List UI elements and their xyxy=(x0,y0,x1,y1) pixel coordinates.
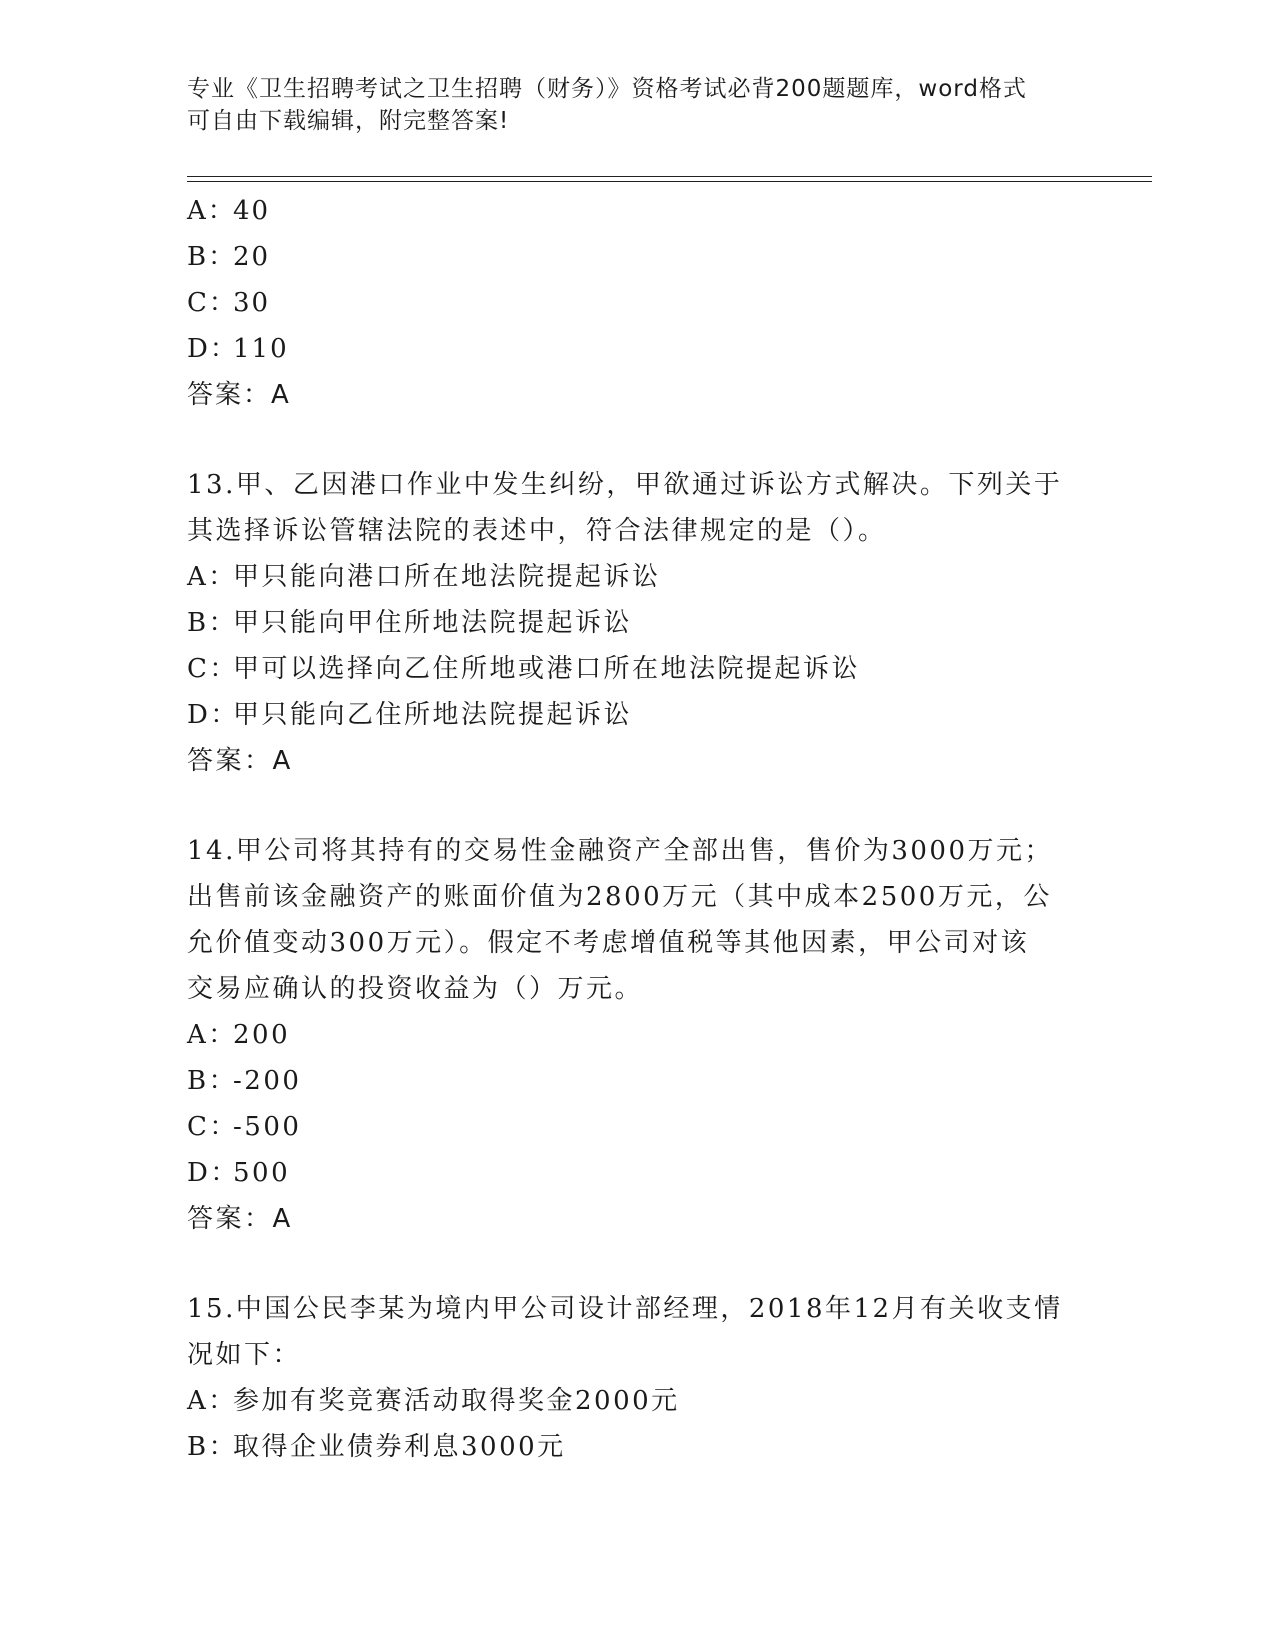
option-d xyxy=(187,326,1087,372)
option-text: 甲可以选择向乙住所地或港口所在地法院提起诉讼 xyxy=(233,654,861,684)
option-text: 500 xyxy=(233,1158,291,1188)
option-letter: C： xyxy=(187,654,238,684)
option-b xyxy=(187,600,1087,646)
option-letter: C： xyxy=(187,288,237,318)
option-a xyxy=(187,188,1087,234)
header-line-2: 可自由下载编辑，附完整答案! xyxy=(187,108,510,134)
option-text: 参加有奖竞赛活动取得奖金2000元 xyxy=(233,1386,680,1416)
option-text: 200 xyxy=(233,1020,291,1050)
option-letter: D： xyxy=(187,700,239,730)
question-text-line: 况如下： xyxy=(187,1340,302,1370)
question-block-15 xyxy=(187,1286,1087,1470)
option-c xyxy=(187,280,1087,326)
option-c xyxy=(187,646,1087,692)
option-letter: D： xyxy=(187,334,238,364)
option-c xyxy=(187,1104,1087,1150)
spacer xyxy=(187,418,1087,462)
question-block-13 xyxy=(187,462,1087,784)
option-d xyxy=(187,692,1087,738)
option-text: 甲只能向甲住所地法院提起诉讼 xyxy=(233,608,633,638)
answer-line: 答案：A xyxy=(187,746,293,776)
question-text-line: 其选择诉讼管辖法院的表述中，符合法律规定的是（）。 xyxy=(187,516,887,546)
answer-line: 答案：A xyxy=(187,1204,293,1234)
document-header xyxy=(187,73,1067,137)
option-letter: A： xyxy=(187,1386,237,1416)
option-text: 110 xyxy=(233,334,289,364)
question-text-line: 15.中国公民李某为境内甲公司设计部经理，2018年12月有关收支情 xyxy=(187,1294,1063,1324)
header-divider-bottom xyxy=(187,181,1152,182)
question-text-line: 出售前该金融资产的账面价值为2800万元（其中成本2500万元，公 xyxy=(187,882,1052,912)
option-letter: A： xyxy=(187,562,237,592)
option-letter: A： xyxy=(187,1020,237,1050)
question-block-12 xyxy=(187,188,1087,418)
header-line-1: 专业《卫生招聘考试之卫生招聘（财务）》资格考试必背200题题库，word格式 xyxy=(187,76,1027,102)
option-text: -200 xyxy=(233,1066,302,1096)
question-text-line: 交易应确认的投资收益为（）万元。 xyxy=(187,974,644,1004)
option-text: 20 xyxy=(233,242,271,272)
option-text: 取得企业债券利息3000元 xyxy=(233,1432,566,1462)
spacer xyxy=(187,784,1087,828)
option-letter: B： xyxy=(187,242,237,272)
option-b xyxy=(187,234,1087,280)
option-letter: B： xyxy=(187,1432,238,1462)
option-letter: A： xyxy=(187,196,236,226)
spacer xyxy=(187,1242,1087,1286)
question-list xyxy=(187,188,1087,1470)
header-divider-top xyxy=(187,176,1152,177)
answer-line: 答案：A xyxy=(187,380,291,410)
option-d xyxy=(187,1150,1087,1196)
option-letter: B： xyxy=(187,608,238,638)
option-a xyxy=(187,1012,1087,1058)
question-text-line: 允价值变动300万元）。假定不考虑增值税等其他因素，甲公司对该 xyxy=(187,928,1030,958)
option-text: -500 xyxy=(233,1112,302,1142)
option-a xyxy=(187,554,1087,600)
option-text: 甲只能向乙住所地法院提起诉讼 xyxy=(233,700,633,730)
option-letter: C： xyxy=(187,1112,238,1142)
option-b xyxy=(187,1424,1087,1470)
option-a xyxy=(187,1378,1087,1424)
option-text: 30 xyxy=(233,288,271,318)
question-text-line: 13.甲、乙因港口作业中发生纠纷，甲欲通过诉讼方式解决。下列关于 xyxy=(187,470,1063,500)
option-text: 甲只能向港口所在地法院提起诉讼 xyxy=(233,562,661,592)
option-letter: B： xyxy=(187,1066,238,1096)
question-text-line: 14.甲公司将其持有的交易性金融资产全部出售，售价为3000万元； xyxy=(187,836,1054,866)
option-letter: D： xyxy=(187,1158,239,1188)
question-block-14 xyxy=(187,828,1087,1242)
option-text: 40 xyxy=(233,196,271,226)
option-b xyxy=(187,1058,1087,1104)
